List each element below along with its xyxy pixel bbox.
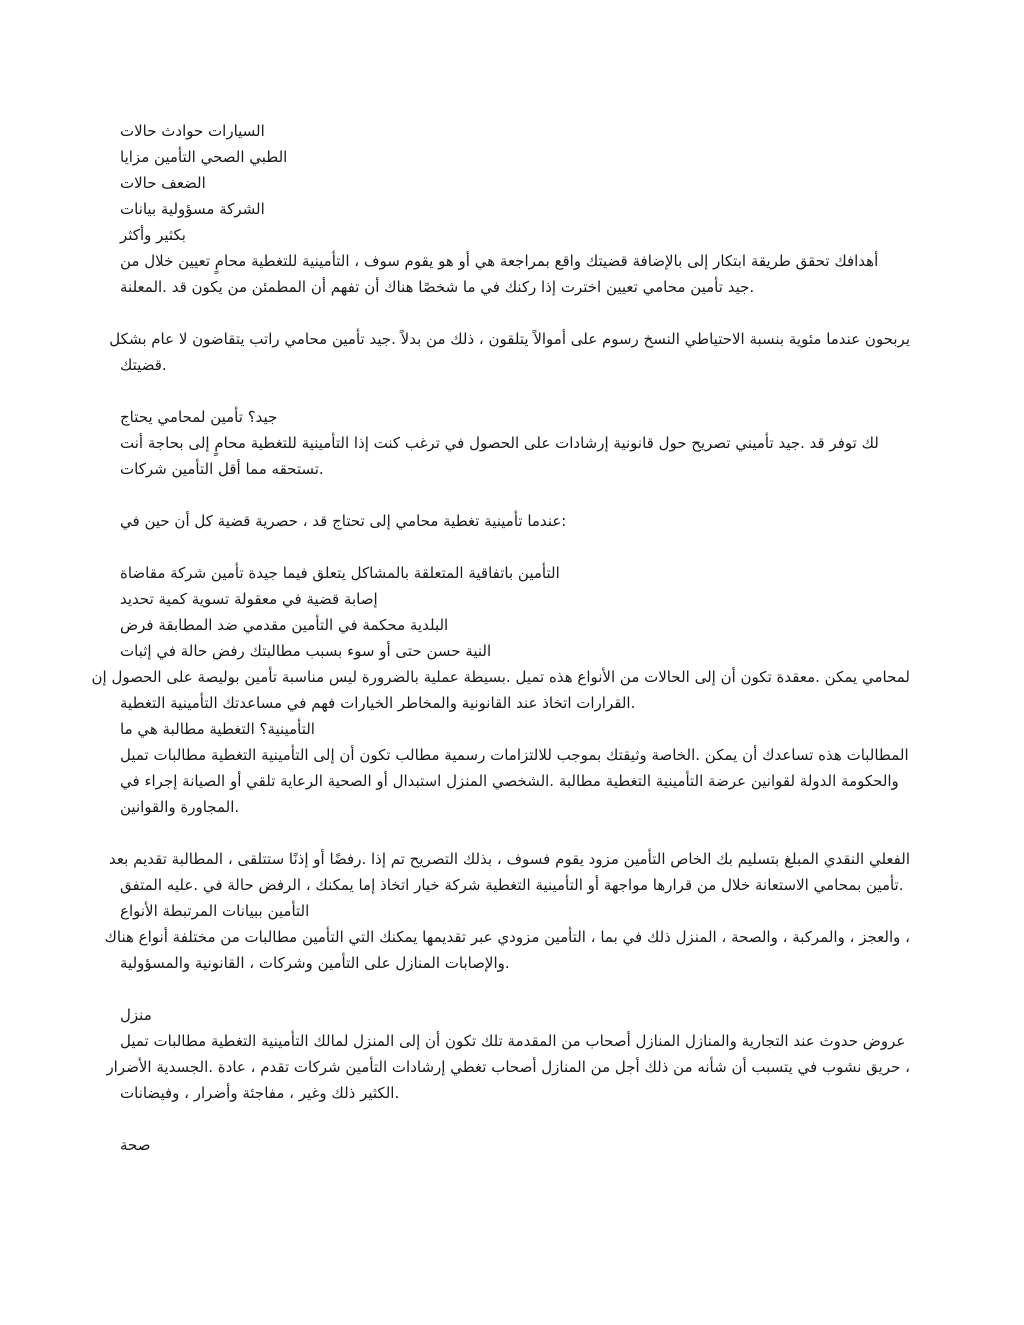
text-line: البلدية محكمة في التأمين مقدمي ضد المطابقة فرض (120, 616, 449, 634)
text-line: الطبي الصحي التأمين مزايا (120, 148, 288, 166)
text-line: ، حريق نشوب في يتسبب أن شأنه من ذلك أجل من المنازل أصحاب تغطي إرشادات التأمين شركات تقدم ، عادة .الجسدية الأضرار (106, 1058, 910, 1076)
text-line: التأمينية؟ التغطية مطالبة هي ما (120, 720, 315, 738)
text-line: منزل (120, 1006, 152, 1024)
text-line: جيد؟ تأمين لمحامي يحتاج (120, 408, 278, 426)
text-line: .تستحقه مما أقل التأمين شركات (120, 460, 324, 478)
text-line: الضعف حالات (120, 174, 206, 192)
text-line: عروض حدوث عند التجارية والمنازل المنازل أصحاب من المقدمة تلك تكون أن إلى المنزل لمالك التأمينية التغطية مطالبات تميل (120, 1032, 906, 1050)
paragraph-gap (120, 976, 910, 1002)
text-line: المطالبات هذه تساعدك أن يمكن .الخاصة وثيقتك بموجب للالتزامات رسمية مطالب تكون أن إلى التأمينية التغطية مطالبات تميل (120, 746, 909, 764)
text-line: .والإصابات المنازل على التأمين وشركات ، القانونية والمسؤولية (120, 954, 510, 972)
text-line: ، والعجز ، والمركبة ، والصحة ، المنزل ذلك في بما ، التأمين مزودي عبر تقديمها يمكنك التي التأمين مطالبات من مختلفة أنواع هناك (104, 928, 910, 946)
paragraph-gap (120, 300, 910, 326)
text-line: إصابة قضية في معقولة تسوية كمية تحديد (120, 590, 378, 608)
paragraph-gap (120, 820, 910, 846)
text-line: النية حسن حتى أو سوء بسبب مطالبتك رفض حالة في إثبات (120, 642, 492, 660)
text-line: .جيد تأمين محامي تعيين اخترت إذا ركنك في ما شخصًا هناك أن تفهم أن المطمئن من يكون قد .المعلنة (120, 278, 755, 296)
text-line: .الكثير ذلك وغير ، مفاجئة وأضرار ، وفيضانات (120, 1084, 400, 1102)
text-line: :عندما تأمينية تغطية محامي إلى تحتاج قد ، حصرية قضية كل أن حين في (120, 512, 567, 530)
text-line: لك توفر قد .جيد تأميني تصريح حول قانونية إرشادات على الحصول في ترغب كنت إذا التأمينية للتغطية محامٍ إلى بحاجة أنت (120, 434, 879, 452)
document-body (91, 118, 910, 1158)
paragraph-gap (120, 1106, 910, 1132)
text-line: التأمين باتفاقية المتعلقة بالمشاكل يتعلق فيما جيدة تأمين شركة مقاضاة (120, 564, 560, 582)
text-line: .قضيتك (120, 356, 167, 374)
text-line: التأمين ببيانات المرتبطة الأنواع (120, 902, 310, 920)
text-line: أهدافك تحقق طريقة ابتكار إلى بالإضافة قضيتك واقع بمراجعة هي أو هو يقوم سوف ، التأمينية للتغطية محامٍ تعيين خلال من (120, 252, 879, 270)
text-line: يربحون عندما مئوية بنسبة الاحتياطي النسخ رسوم على أموالاً يتلقون ، ذلك من بدلاً .جيد تأمين محامي راتب يتقاضون لا عام بشكل (109, 330, 910, 348)
text-line: والحكومة الدولة لقوانين عرضة التأمينية التغطية مطالبة .الشخصي المنزل استبدال أو الصحية الرعاية تلقي أو الصيانة إجراء في (120, 772, 899, 790)
paragraph-gap (120, 534, 910, 560)
text-line: .المجاورة والقوانين (120, 798, 240, 816)
text-line: صحة (120, 1136, 151, 1154)
text-line: .القرارات اتخاذ عند القانونية والمخاطر الخيارات فهم في مساعدتك التأمينية التغطية (120, 694, 636, 712)
text-line: الفعلي النقدي المبلغ بتسليم بك الخاص التأمين مزود يقوم فسوف ، بذلك التصريح تم إذا .رفضًا أو إذنًا ستتلقى ، المطالبة تقديم بعد (109, 850, 910, 868)
text-line: لمحامي يمكن .معقدة تكون أن إلى الحالات من الأنواع هذه تميل .بسيطة عملية بالضرورة ليس مناسبة تأمين بوليصة على الحصول إن (91, 668, 910, 686)
paragraph-gap (120, 482, 910, 508)
text-line: بكثير وأكثر (120, 226, 186, 244)
text-line: .تأمين بمحامي الاستعانة خلال من قرارها مواجهة أو التأمينية التغطية شركة خيار اتخاذ إما يمكنك ، الرفض حالة في .عليه المتفق (120, 876, 904, 894)
paragraph-gap (120, 378, 910, 404)
text-line: الشركة مسؤولية بيانات (120, 200, 265, 218)
text-line: السيارات حوادث حالات (120, 122, 265, 140)
